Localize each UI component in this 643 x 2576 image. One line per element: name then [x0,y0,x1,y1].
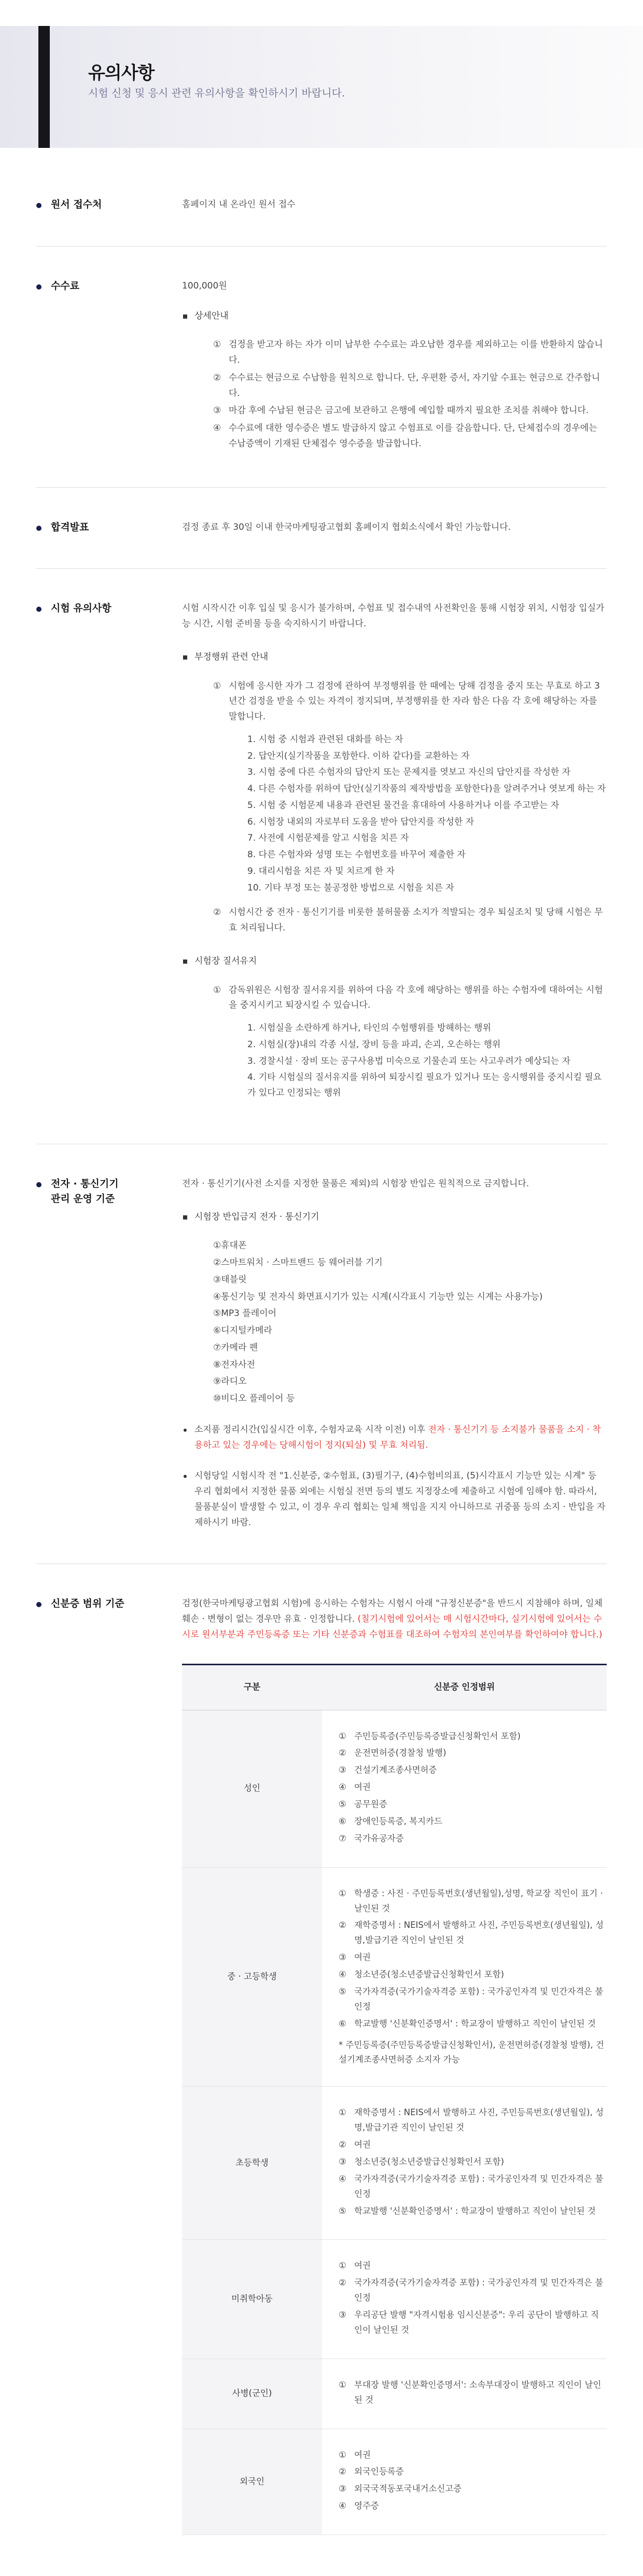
item-number: ② [213,372,221,383]
list-item [339,1780,607,1795]
id-list [339,1729,607,1846]
item-number: ③ [339,2484,346,2494]
page-subtitle: 시험 신청 및 응시 관련 유의사항을 확인하시기 바랍니다. [88,87,345,99]
item-text: 여권 [354,1952,371,1963]
id-list [339,2378,607,2408]
column-header: 구분 [182,1664,322,1710]
devices-intro: 전자 · 통신기기(사전 소지를 지정한 물품은 제외)의 시험장 반입은 원칙적으로 금지합니다. [182,1178,529,1189]
item-text: 국가유공자증 [354,1833,404,1843]
list-item [339,2017,607,2032]
result-text: 검정 종료 후 30일 이내 한국마케팅광고협회 홈페이지 협회소식에서 확인 가능합니다. [182,522,511,532]
item-number: ⑦ [339,1833,346,1843]
list-item [339,2172,607,2202]
list-item: ⑤MP3 플레이어 [213,1308,277,1319]
item-number: ① [339,2260,346,2271]
table-cell-category: 성인 [182,1710,322,1867]
list-item [213,905,607,936]
item-number: ④ [339,2173,346,2184]
list-item [339,2258,607,2273]
section-devices [36,1144,607,1565]
item-text: 부대장 발행 '신분확인증명서': 소속부대장이 발행하고 직인이 날인된 것 [354,2379,602,2405]
note-text: 소지품 정리시간(입실시간 이후, 수험자교육 시작 이전) 이후 [194,1424,428,1435]
list-item [339,1763,607,1778]
application-text: 홈페이지 내 온라인 원서 접수 [182,199,296,210]
list-item: ⑧전자사전 [213,1359,255,1370]
list-item [339,1814,607,1829]
item-text: 여권 [354,2449,371,2460]
item-text: 운전면허증(경찰청 발행) [354,1748,446,1758]
list-item: 5. 시험 중 시험문제 내용과 관련된 물건을 휴대하여 사용하거나 이를 주고받는 자 [247,800,560,811]
item-number: ⑤ [339,1986,346,1996]
list-item: ⑨라디오 [213,1376,247,1387]
order-title: 시험장 질서유지 [182,954,607,969]
item-text: 검정을 받고자 하는 자가 이미 납부한 수수료는 과오납한 경우를 제외하고는 이를 반환하지 않습니다. [229,339,603,365]
list-item: 10. 기타 부정 또는 불공정한 방법으로 시험을 치른 자 [247,882,454,893]
item-number: ① [339,1888,346,1898]
item-number: ③ [339,1765,346,1775]
id-list [339,1886,607,2032]
item-text: 재학증명서 : NEIS에서 발행하고 사진, 주민등록번호(생년월일), 성명,발급기관 직인이 날인된 것 [354,2107,604,2133]
id-table-body [182,1710,607,2535]
table-header-row [182,1664,607,1710]
list-item [339,2482,607,2497]
list-item: 4. 다른 수험자를 위하여 답안(실기작품의 제작방법을 포함한다)을 알려주거나 엿보게 하는 자 [247,784,606,794]
list-item [339,1797,607,1812]
section-id-criteria [36,1564,607,2568]
section-body [178,279,607,454]
item-number: ① [213,984,221,995]
item-text: 시험에 응시한 자가 그 검정에 관하여 부정행위를 한 때에는 당해 검정을 중지 또는 무효로 하고 3년간 검정을 받을 수 있는 자격이 정지되며, 부정행위를 한 자라 함은 다음 각 호에 해당하는 자를 말합니다. [229,680,600,722]
banned-devices-list [213,1238,607,1407]
fee-detail-list [213,337,607,451]
list-item [339,1746,607,1761]
page-title: 유의사항 [88,63,155,84]
list-item [339,1729,607,1744]
list-item: 2. 답안지(실기작품을 포함한다. 이하 같다)를 교환하는 자 [247,750,470,761]
item-text: 청소년증(청소년증발급신청확인서 포함) [354,1969,505,1979]
list-item [213,371,607,402]
section-body [178,197,607,213]
item-text: 재학증명서 : NEIS에서 발행하고 사진, 주민등록번호(생년월일), 성명,발급기관 직인이 날인된 것 [354,1920,604,1945]
intro-text: 검정(한국마케팅광고협회 시험)에 응시하는 수험자는 시험시 아래 "규정신분증"을 반드시 지참해야 하며, 일체 훼손 · 변형이 없는 경우만 유효 · 인정합니다. [182,1598,603,1624]
item-text: 외국국적동포국내거소신고증 [354,2484,462,2494]
item-number: ③ [339,1952,346,1963]
table-cell-id-list [322,2429,607,2535]
list-item [339,1886,607,1916]
label-line: 관리 운영 기준 [51,1193,115,1205]
fee-amount: 100,000원 [182,280,227,291]
order-sublist [247,1021,607,1101]
item-number: ⑤ [339,1799,346,1809]
list-item: 4. 기타 시험실의 질서유지를 위하여 퇴장시킬 필요가 있거나 또는 응시행위를 중지시킬 필요가 있다고 인정되는 행위 [247,1072,602,1098]
table-cell-id-list [322,1867,607,2087]
item-number: ⑤ [339,2205,346,2216]
item-text: 우리공단 발행 "자격시험용 임시신분증": 우리 공단이 발행하고 직인이 날인된 것 [354,2310,599,2335]
item-text: 감독위원은 시험장 질서유지를 위하여 다음 각 호에 해당하는 행위를 하는 수험자에 대하여는 시험을 중지시키고 퇴장시킬 수 있습니다. [229,984,603,1011]
list-item: 2. 시험실(장)내의 각종 시설, 장비 등을 파괴, 손괴, 오손하는 행위 [247,1039,501,1050]
item-number: ① [339,1731,346,1741]
table-row [182,1867,607,2087]
item-text: 건설기계조종사면허증 [354,1765,437,1775]
list-item: 8. 다른 수험자와 성명 또는 수험번호를 바꾸어 제출한 자 [247,849,466,860]
item-text: 외국인등록증 [354,2467,404,2477]
fraud-list [213,679,607,936]
table-row [182,1710,607,1867]
item-text: 국가자격증(국가기술자격증 포함) : 국가공인자격 및 민간자격은 불인정 [354,1986,604,2011]
section-body [178,520,607,536]
list-item [339,2204,607,2219]
table-cell-category: 사병(군인) [182,2359,322,2429]
section-label: 수수료 [36,279,178,454]
list-item [339,2308,607,2338]
item-text: 수수료에 대한 영수증은 별도 발급하지 않고 수험표로 이를 갈음합니다. 단, 단체접수의 경우에는 수납증액이 기재된 단체접수 영수증을 발급합니다. [229,423,597,449]
item-number: ④ [213,423,221,433]
list-item [339,2464,607,2479]
section-label: 합격발표 [36,520,178,536]
table-row [182,2087,607,2240]
table-row [182,2429,607,2535]
order-list [213,983,607,1101]
table-cell-category: 미취학아동 [182,2240,322,2359]
item-text: 수수료는 현금으로 수납함을 원칙으로 합니다. 단, 우편환 증서, 자기앞 수표는 현금으로 간주합니다. [229,372,600,399]
note-warning-text: 전자 · 통신기기 등 소지불가 물품을 소지 · 착용하고 있는 경우에는 당해시험이 정지(퇴실) 및 무효 처리됨. [194,1424,601,1450]
item-text: 학교발행 '신분확인증명서' : 학교장이 발행하고 직인이 날인된 것 [354,2018,596,2029]
table-cell-id-list [322,1710,607,1867]
header-accent-bar [38,26,50,148]
item-text: 국가자격증(국가기술자격증 포함) : 국가공인자격 및 민간자격은 불인정 [354,2278,604,2303]
list-item [339,2105,607,2135]
item-number: ① [339,2449,346,2460]
item-number: ④ [339,1969,346,1979]
item-number: ② [339,1920,346,1930]
section-body [178,1176,607,1531]
item-number: ① [339,2379,346,2390]
item-number: ① [213,680,221,691]
item-text: 학생증 : 사진 · 주민등록번호(생년월일),성명, 학교장 직인이 표기 · 날인된 것 [354,1888,603,1913]
list-item [339,2448,607,2463]
list-item: ⑩비디오 플레이어 등 [213,1393,295,1404]
id-list [339,2448,607,2514]
section-application [36,176,607,246]
list-item: 3. 시험 중에 다른 수험자의 답안지 또는 문제지를 엿보고 자신의 답안지를 작성한 자 [247,767,570,778]
fraud-title: 부정행위 관련 안내 [182,650,607,665]
banned-devices-title: 시험장 반입금지 전자 · 통신기기 [182,1210,607,1225]
item-number: ① [339,2107,346,2118]
item-number: ⑥ [339,2018,346,2029]
item-number: ② [339,1748,346,1758]
table-row [182,2240,607,2359]
list-item: ③태블릿 [213,1274,247,1285]
item-text: 국가자격증(국가기술자격증 포함) : 국가공인자격 및 민간자격은 불인정 [354,2173,604,2199]
table-cell-category: 외국인 [182,2429,322,2535]
fee-detail-title: 상세안내 [182,309,607,324]
item-number: ② [339,2278,346,2288]
list-item [213,983,607,1101]
list-item [339,1831,607,1846]
list-item [339,1918,607,1948]
id-list [339,2105,607,2218]
section-label [36,1176,178,1531]
list-item: ④통신기능 및 전자식 화면표시기가 있는 시계(시각표시 기능만 있는 시계는 사용가능) [213,1291,543,1302]
table-cell-id-list [322,2087,607,2240]
devices-note [182,1469,607,1530]
item-text: 영주증 [354,2501,379,2511]
section-label: 원서 접수처 [36,197,178,213]
item-text: 여권 [354,2140,371,2149]
table-cell-id-list [322,2240,607,2359]
item-number: ④ [339,1782,346,1792]
caution-intro: 시험 시작시간 이후 입실 및 응시가 불가하며, 수험표 및 접수내역 사전확인을 통해 시험장 위치, 시험장 입실가능 시간, 시험 준비물 등을 숙지하시기 바랍니다. [182,603,605,629]
item-number: ③ [213,405,221,416]
list-item: 1. 시험실을 소란하게 하거나, 타인의 수험행위를 방해하는 행위 [247,1023,491,1033]
section-result [36,488,607,569]
list-item [339,2499,607,2514]
item-number: ① [213,339,221,350]
item-number: ② [339,2140,346,2149]
table-row [182,2359,607,2429]
item-text: 여권 [354,1782,371,1792]
note-text: 시험당일 시험시작 전 "1.신분증, ②수험표, (3)필기구, (4)수험비의표, (5)시각표시 기능만 있는 시계" 등 우리 협회에서 지정한 물품 외에는 시험실 전면 등의 별도 지정장소에 제출하고 시험에 임해야 함. 따라서, 물품분실이 발생할 수 있고, 이 경우 우리 협회는 일체 책임을 지지 아니하므로 귀중품 등의 소지 · 반입을 자제하시기 바람. [194,1471,606,1528]
item-text: 주민등록증(주민등록증발급신청확인서 포함) [354,1731,521,1741]
section-label: 신분증 범위 기준 [36,1596,178,2535]
id-table [182,1664,607,2536]
section-exam-caution [36,569,607,1144]
column-header: 신분증 인정범위 [322,1664,607,1710]
section-body [178,1596,607,2535]
item-text: 여권 [354,2260,371,2271]
item-number: ④ [339,2501,346,2511]
id-note: * 주민등록증(주민등록증발급신청확인서), 운전면허증(경찰청 발행), 건설기계조종사면허증 소지자 가능 [339,2039,604,2065]
list-item: ⑦카메라 펜 [213,1342,258,1353]
devices-note [182,1422,607,1454]
list-item [339,2378,607,2408]
notice-content [36,176,607,2568]
section-fee [36,246,607,488]
list-item: 6. 시험장 내외의 자로부터 도움을 받아 답안지를 작성한 자 [247,816,474,827]
list-item: ①휴대폰 [213,1240,247,1251]
list-item [213,403,607,419]
list-item: 9. 대리시험을 치른 자 및 치르게 한 자 [247,866,395,876]
section-body [178,601,607,1111]
list-item: 7. 사전에 시험문제를 알고 시험을 치른 자 [247,833,409,844]
id-intro [182,1596,607,1642]
item-number: ⑥ [339,1816,346,1826]
table-cell-id-list [322,2359,607,2429]
list-item [339,2137,607,2153]
list-item [339,1950,607,1965]
section-label: 시험 유의사항 [36,601,178,1111]
list-item [339,1967,607,1982]
page-header-banner [0,26,643,148]
item-text: 시험시간 중 전자 · 통신기기를 비롯한 불허물품 소지가 적발되는 경우 퇴실조치 및 당해 시험은 무효 처리됩니다. [229,907,603,933]
list-item: 3. 경찰시설 · 장비 또는 공구사용법 미숙으로 기물손괴 또는 사고우려가 예상되는 자 [247,1056,570,1066]
list-item [213,421,607,452]
item-text: 장애인등록증, 복지카드 [354,1816,442,1826]
list-item: ⑥디지털카메라 [213,1325,272,1336]
list-item [213,337,607,368]
table-cell-category: 중 · 고등학생 [182,1867,322,2087]
list-item [339,2276,607,2306]
item-number: ② [213,907,221,918]
item-text: 마감 후에 수납된 현금은 금고에 보관하고 은행에 예입할 때까지 필요한 조치를 취해야 합니다. [229,405,589,416]
list-item [213,679,607,896]
list-item: ②스마트워치 · 스마트밴드 등 웨어러블 기기 [213,1257,383,1268]
list-item [339,1984,607,2015]
list-item [339,2155,607,2170]
item-text: 청소년증(청소년증발급신청확인서 포함) [354,2156,505,2167]
item-text: 공무원증 [354,1799,387,1809]
label-line: 전자 · 통신기기 [51,1177,119,1189]
item-number: ② [339,2467,346,2477]
intro-warning-text: (칠기시험에 있어서는 매 시험시간마다, 실기시험에 있어서는 수시로 원서부분과 주민등록증 또는 기타 신분증과 수험표를 대조하여 수험자의 본인여부를 확인하여야 합니다.) [182,1614,603,1640]
item-number: ③ [339,2156,346,2167]
table-cell-category: 초등학생 [182,2087,322,2240]
fraud-sublist [247,732,607,896]
id-list [339,2258,607,2337]
list-item: 1. 시험 중 시험과 관련된 대화를 하는 자 [247,734,403,745]
item-number: ③ [339,2310,346,2320]
item-text: 학교발행 '신분확인증명서' : 학교장이 발행하고 직인이 날인된 것 [354,2205,596,2216]
